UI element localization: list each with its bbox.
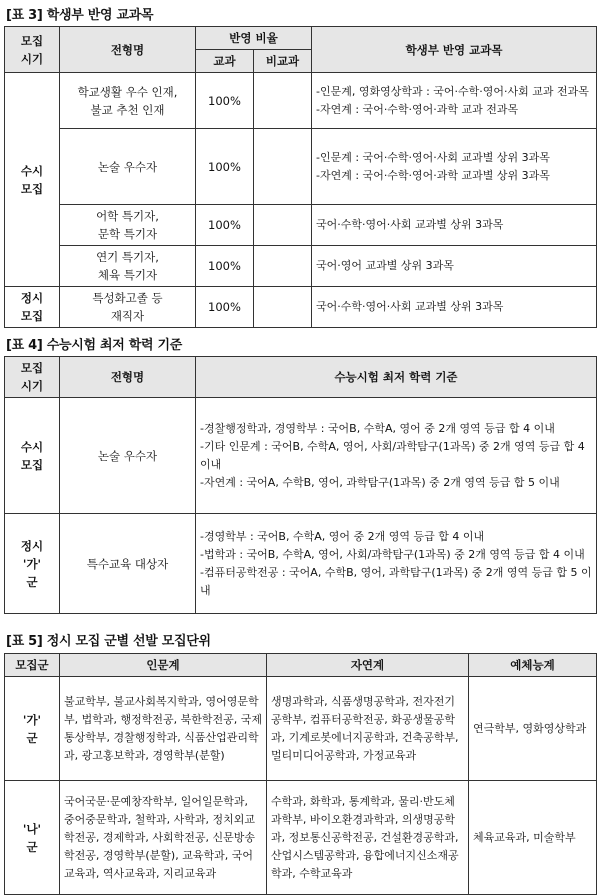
humanities-cell: 국어국문·문예창작학부, 일어일문학과, 중어중문학과, 철학과, 사학과, 정치외교학전공, 경제학과, 사회학전공, 신문방송학전공, 경영학부(분할), 교육학과, 국어교육과, 역사교육과, 지리교육과: [60, 781, 267, 895]
nonsubject-cell: [254, 73, 312, 129]
nonsubject-cell: [254, 129, 312, 205]
col-period-header: 모집 시기: [5, 357, 60, 398]
ratio-cell: 100%: [196, 73, 254, 129]
type-cell: 논술 우수자: [60, 398, 196, 514]
col-humanities-header: 인문계: [60, 654, 267, 677]
ratio-cell: 100%: [196, 205, 254, 246]
table4-title: [표 4] 수능시험 최저 학력 기준: [6, 338, 182, 353]
humanities-cell: 불교학부, 불교사회복지학과, 영어영문학부, 법학과, 행정학전공, 북한학전공, 국제통상학부, 경찰행정학과, 식품산업관리학과, 광고홍보학과, 경영학부(분할): [60, 677, 267, 781]
col-type-header: 전형명: [60, 27, 196, 73]
nonsubject-cell: [254, 246, 312, 287]
col-natural-header: 자연계: [267, 654, 469, 677]
natural-cell: 생명과학과, 식품생명공학과, 전자전기공학부, 컴퓨터공학전공, 화공생물공학과, 기계로봇에너지공학과, 건축공학부, 멀티미디어공학과, 가정교육과: [267, 677, 469, 781]
col-arts-header: 예체능계: [469, 654, 597, 677]
type-cell: 어학 특기자, 문학 특기자: [60, 205, 196, 246]
nonsubject-cell: [254, 205, 312, 246]
courses-cell: 국어·수학·영어·사회 교과별 상위 3과목: [312, 205, 597, 246]
criteria-cell: -경영학부 : 국어B, 수학A, 영어 중 2개 영역 등급 합 4 이내 -법학과 : 국어B, 수학A, 영어, 사회/과학탐구(1과목) 중 2개 영역 등급 합 4 이내 -컴퓨터공학전공 : 국어A, 수학B, 영어, 과학탐구(1과목) 중 2개 영역 등급 합 5 이내: [196, 514, 597, 614]
type-cell: 연기 특기자, 체육 특기자: [60, 246, 196, 287]
arts-cell: 연극학부, 영화영상학과: [469, 677, 597, 781]
col-courses-header: 학생부 반영 교과목: [312, 27, 597, 73]
period-cell: 수시 모집: [5, 73, 60, 287]
col-period-header: 모집 시기: [5, 27, 60, 73]
type-cell: 논술 우수자: [60, 129, 196, 205]
table5-title: [표 5] 정시 모집 군별 선발 모집단위: [6, 634, 211, 649]
table4: [4, 356, 597, 614]
period-cell: 정시 '가' 군: [5, 514, 60, 614]
period-cell: 수시 모집: [5, 398, 60, 514]
arts-cell: 체육교육과, 미술학부: [469, 781, 597, 895]
courses-cell: 국어·영어 교과별 상위 3과목: [312, 246, 597, 287]
table3-title: [표 3] 학생부 반영 교과목: [6, 8, 154, 23]
natural-cell: 수학과, 화학과, 통계학과, 물리·반도체과학부, 바이오환경과학과, 의생명공학과, 정보통신공학전공, 건설환경공학과, 산업시스템공학과, 융합에너지신소재공학과, 수학교육과: [267, 781, 469, 895]
criteria-cell: -경찰행정학과, 경영학부 : 국어B, 수학A, 영어 중 2개 영역 등급 합 4 이내 -기타 인문계 : 국어B, 수학A, 영어, 사회/과학탐구(1과목) 중 2개 영역 등급 합 4 이내 -자연계 : 국어A, 수학B, 영어, 과학탐구(1과목) 중 2개 영역 등급 합 5 이내: [196, 398, 597, 514]
col-ratio-header: 반영 비율: [196, 27, 312, 50]
table3: [4, 26, 597, 328]
col-nonsubject-header: 비교과: [254, 50, 312, 73]
group-cell: '가' 군: [5, 677, 60, 781]
nonsubject-cell: [254, 287, 312, 328]
courses-cell: -인문계, 영화영상학과 : 국어·수학·영어·사회 교과 전과목 -자연계 : 국어·수학·영어·과학 교과 전과목: [312, 73, 597, 129]
period-cell: 정시 모집: [5, 287, 60, 328]
col-subject-header: 교과: [196, 50, 254, 73]
col-type-header: 전형명: [60, 357, 196, 398]
ratio-cell: 100%: [196, 129, 254, 205]
type-cell: 특수교육 대상자: [60, 514, 196, 614]
type-cell: 특성화고졸 등 재직자: [60, 287, 196, 328]
col-group-header: 모집군: [5, 654, 60, 677]
courses-cell: 국어·수학·영어·사회 교과별 상위 3과목: [312, 287, 597, 328]
col-criteria-header: 수능시험 최저 학력 기준: [196, 357, 597, 398]
table5: [4, 653, 597, 895]
group-cell: '나' 군: [5, 781, 60, 895]
ratio-cell: 100%: [196, 287, 254, 328]
ratio-cell: 100%: [196, 246, 254, 287]
courses-cell: -인문계 : 국어·수학·영어·사회 교과별 상위 3과목 -자연계 : 국어·수학·영어·과학 교과별 상위 3과목: [312, 129, 597, 205]
type-cell: 학교생활 우수 인재, 불교 추천 인재: [60, 73, 196, 129]
